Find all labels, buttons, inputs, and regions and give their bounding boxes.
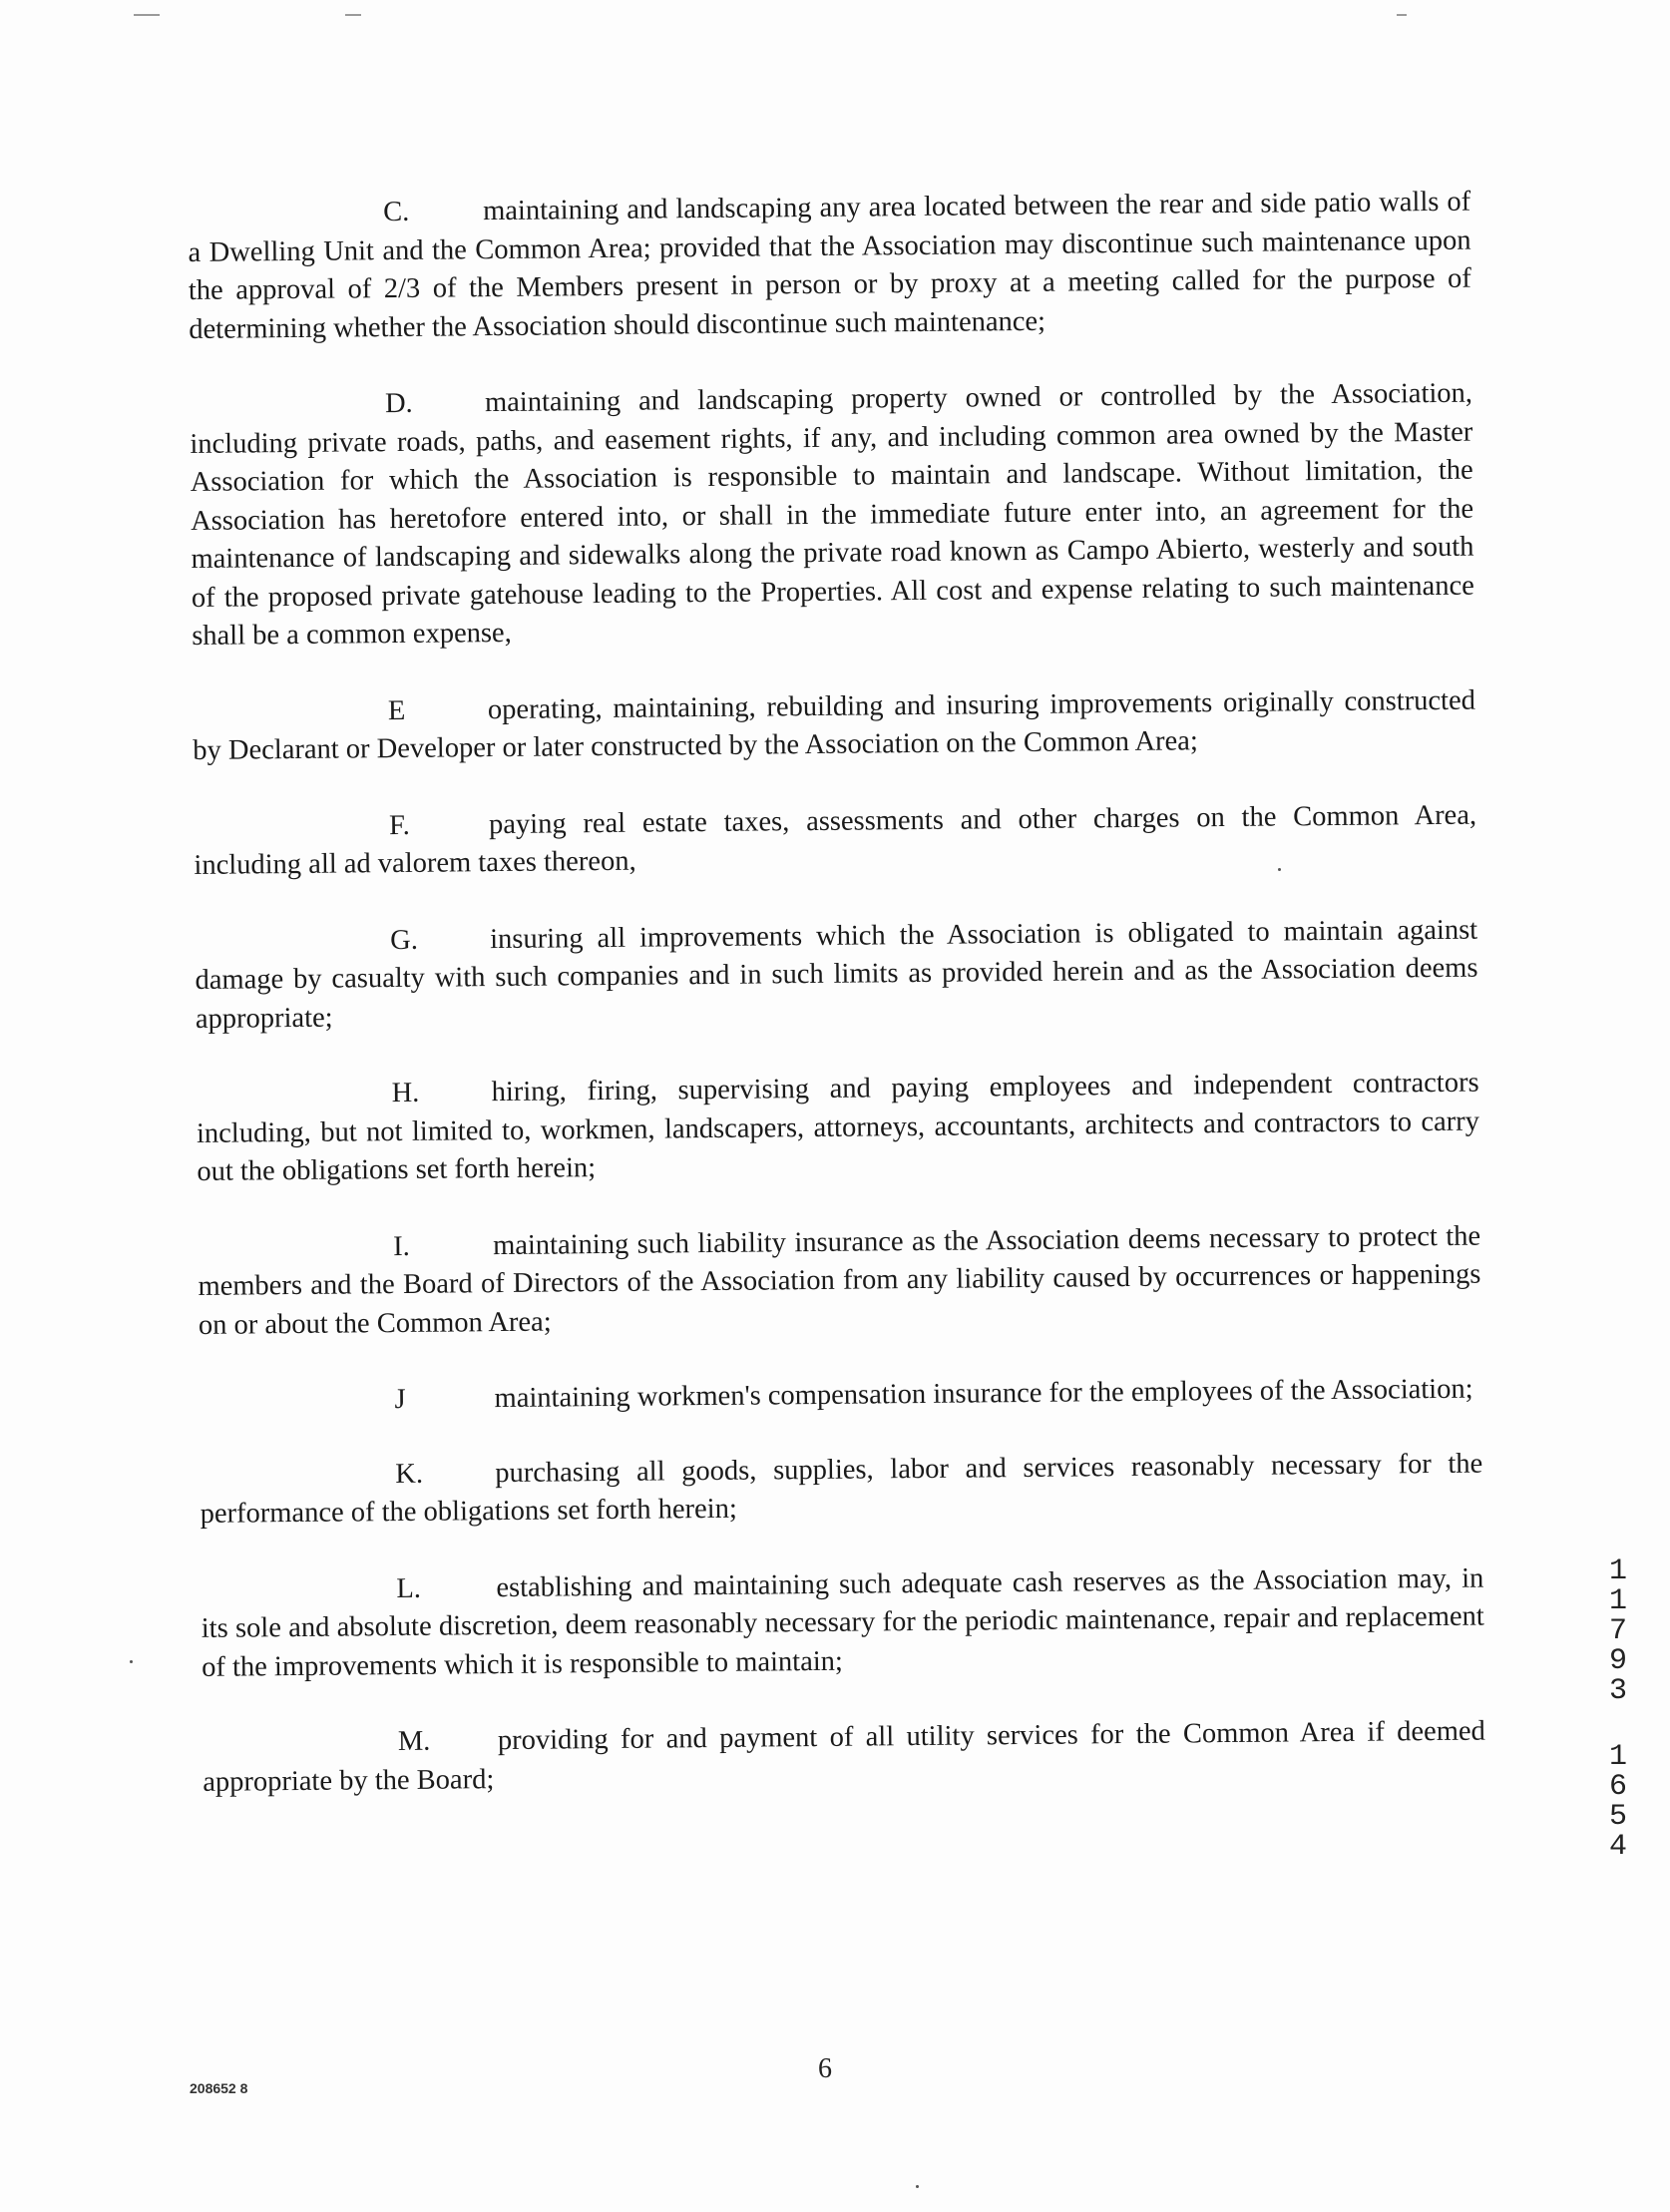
clause-i [198, 1217, 1481, 1345]
recording-digit: 6 [1608, 1770, 1627, 1804]
scan-mark [1397, 14, 1407, 16]
clause-l [201, 1559, 1484, 1687]
scan-speck [916, 2185, 919, 2188]
clause-text: hiring, firing, supervising and paying employees and independent contractors including, but not limited to, workmen, landscapers, attorneys, accountants, architects and contractors to carry out the obligations set forth herein; [196, 1067, 1480, 1187]
recording-gap [1603, 1706, 1633, 1742]
clause-j [199, 1371, 1481, 1422]
clause-text: maintaining and landscaping any area located between the rear and side patio walls of a Dwelling Unit and the Common Area; provided that the Association may discontinue such maintenance upon the approval of 2/3 of the Members present in person or by proxy at a meeting called for the purpose of determining whether the Association should discontinue such maintenance; [188, 186, 1472, 345]
clause-letter: I. [392, 1230, 410, 1262]
clause-letter: K. [395, 1458, 424, 1490]
scan-mark [345, 14, 361, 16]
clause-letter: E [387, 694, 406, 726]
clause-letter: J [394, 1383, 406, 1416]
recording-digit: 9 [1608, 1644, 1627, 1678]
clause-text: purchasing all goods, supplies, labor and services reasonably necessary for the performance of the obligations set forth herein; [200, 1448, 1483, 1530]
clause-letter: H. [391, 1077, 420, 1109]
recording-digit: 1 [1608, 1584, 1627, 1618]
clause-f [194, 796, 1477, 885]
clause-text: maintaining and landscaping property owned or controlled by the Association, including private roads, paths, and easement rights, if any, and including common area owned by the Master Association for which the Association is responsible to maintain and landscape. Without limitation, the Association has heretofore entered into, or shall in the immediate future enter into, an agreement for the maintenance of landscaping and sidewalks along the private road known as Campo Abierto, westerly and south of the proposed private gatehouse leading to the Properties. All cost and expense relating to such maintenance shall be a common expense, [190, 377, 1474, 652]
recording-number [1603, 1556, 1633, 1862]
page-number: 6 [818, 2053, 832, 2084]
scan-speck [130, 1660, 133, 1663]
document-id: 208652 8 [190, 2080, 248, 2096]
scan-speck [1278, 868, 1281, 871]
clause-text: establishing and maintaining such adequate cash reserves as the Association may, in its sole and absolute discretion, deem reasonably necessary for the periodic maintenance, repair and replacement of the improvements which it is responsible to maintain; [201, 1562, 1484, 1683]
clause-text: maintaining workmen's compensation insurance for the employees of the Association; [494, 1373, 1473, 1415]
clause-text: paying real estate taxes, assessments and other charges on the Common Area, including all ad valorem taxes thereon, [194, 799, 1477, 881]
clause-letter: C. [383, 196, 410, 228]
recording-digit: 3 [1608, 1674, 1627, 1708]
recording-digit: 1 [1608, 1740, 1627, 1774]
clause-d [190, 375, 1475, 657]
clause-k [200, 1445, 1483, 1534]
recording-digit: 1 [1608, 1554, 1627, 1588]
clause-text: insuring all improvements which the Association is obligated to maintain against damage by casualty with such companies and in such limits as provided herein and as the Association deems appropriate; [195, 914, 1478, 1035]
clause-letter: G. [390, 924, 419, 956]
clause-g [195, 911, 1478, 1039]
recording-digit: 5 [1608, 1800, 1627, 1834]
clause-e [193, 681, 1476, 770]
recording-digit: 4 [1608, 1830, 1627, 1864]
clause-h [196, 1065, 1479, 1192]
clause-letter: L. [396, 1572, 422, 1604]
clause-text: maintaining such liability insurance as the Association deems necessary to protect the members and the Board of Directors of the Association from any liability caused by occurrences or happenings on or about the Common Area; [198, 1220, 1481, 1341]
clause-c [188, 184, 1471, 349]
clause-text: operating, maintaining, rebuilding and insuring improvements originally constructed by Declarant or Developer or later constructed by the Association on the Common Area; [193, 684, 1476, 766]
scan-mark [134, 14, 160, 16]
clause-letter: F. [388, 809, 410, 841]
clause-m [203, 1713, 1486, 1802]
recording-digit: 7 [1608, 1614, 1627, 1648]
clause-letter: M. [397, 1725, 431, 1758]
clause-text: providing for and payment of all utility services for the Common Area if deemed appropriate by the Board; [203, 1715, 1485, 1798]
clause-letter: D. [384, 387, 413, 420]
document-body [188, 184, 1486, 1840]
